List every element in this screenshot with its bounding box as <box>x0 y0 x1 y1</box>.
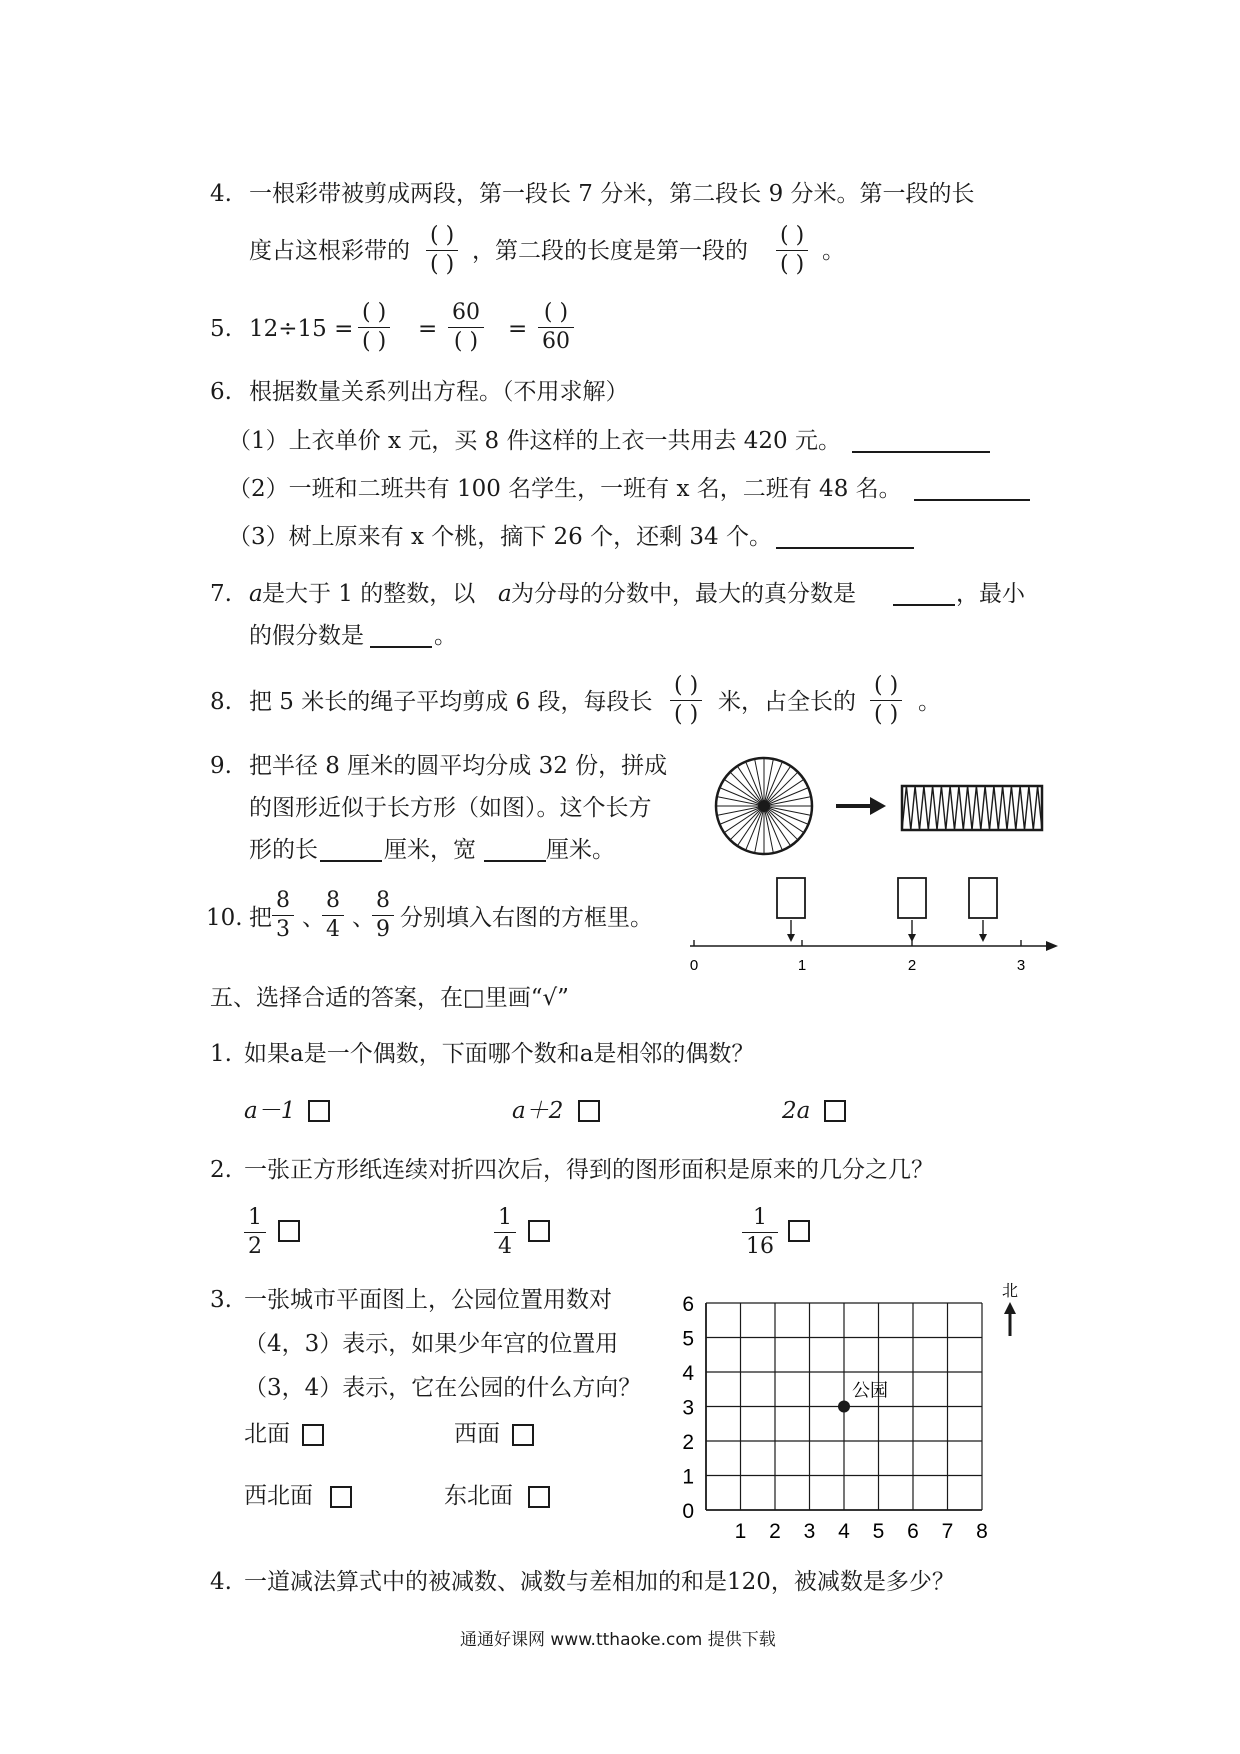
x-tick-label: 7 <box>941 1520 954 1543</box>
sub-question: （1）上衣单价 x 元，买 8 件这样的上衣一共用去 420 元。 <box>228 428 842 454</box>
question-text: 是大于 1 的整数，以 <box>262 581 476 607</box>
fraction-8-9 <box>372 889 394 942</box>
denominator: 4 <box>498 1234 512 1259</box>
y-tick-label: 5 <box>682 1327 694 1351</box>
question-text: ，最小 <box>956 581 1025 607</box>
question-text: 厘米。 <box>546 837 615 863</box>
question-text: 。 <box>918 689 941 715</box>
question-text: 一张城市平面图上，公园位置用数对 <box>244 1287 612 1313</box>
question-number: 4. <box>210 181 232 207</box>
checkbox[interactable] <box>330 1486 352 1508</box>
checkbox[interactable] <box>578 1100 600 1122</box>
numerator: 60 <box>452 300 480 325</box>
equals-sign: = <box>418 316 438 342</box>
denominator: 60 <box>542 329 570 354</box>
answer-line[interactable] <box>484 860 546 862</box>
question-number: 8. <box>210 689 232 715</box>
answer-box[interactable] <box>898 878 926 942</box>
fraction-8-4 <box>322 889 344 942</box>
y-tick-label: 4 <box>682 1362 694 1385</box>
checkbox[interactable] <box>308 1100 330 1122</box>
checkbox[interactable] <box>788 1220 810 1242</box>
denominator: 3 <box>276 917 290 942</box>
tick-label: 0 <box>689 957 699 974</box>
question-text: 分别填入右图的方框里。 <box>400 905 653 931</box>
denominator-blank: ( ) <box>362 329 387 354</box>
variable-a: a <box>249 581 263 607</box>
denominator-blank: ( ) <box>780 252 805 277</box>
denominator-blank: ( ) <box>874 702 899 727</box>
question-text: 形的长 <box>249 837 318 863</box>
option-label: 东北面 <box>444 1483 513 1509</box>
separator: 、 <box>302 905 325 931</box>
option-fraction <box>494 1206 516 1259</box>
x-tick-label: 6 <box>907 1520 919 1543</box>
question-text: 根据数量关系列出方程。（不用求解） <box>249 379 629 405</box>
x-tick-label: 1 <box>734 1520 747 1543</box>
question-text: （4，3）表示，如果少年宫的位置用 <box>244 1331 619 1357</box>
question-number: 2. <box>210 1157 232 1183</box>
question-number: 1. <box>210 1041 232 1067</box>
numerator: 1 <box>248 1205 262 1230</box>
sub-question: （2）一班和二班共有 100 名学生，一班有 x 名，二班有 48 名。 <box>228 476 902 502</box>
answer-line[interactable] <box>893 604 955 606</box>
question-text: 把半径 8 厘米的圆平均分成 32 份，拼成 <box>249 753 668 779</box>
y-tick-label: 3 <box>682 1396 694 1420</box>
numerator-blank: ( ) <box>874 673 899 698</box>
tick-label: 1 <box>797 957 807 974</box>
numerator-blank: ( ) <box>430 223 455 248</box>
y-tick-label: 1 <box>682 1465 694 1489</box>
answer-line[interactable] <box>776 547 914 549</box>
question-text: 厘米，宽 <box>384 837 476 863</box>
numerator-blank: ( ) <box>780 223 805 248</box>
y-tick-label: 6 <box>682 1293 694 1316</box>
section-title: 五、选择合适的答案，在□里画“√” <box>210 985 569 1011</box>
question-text: 一道减法算式中的被减数、减数与差相加的和是120，被减数是多少？ <box>244 1569 955 1595</box>
fraction-blank[interactable] <box>538 301 574 354</box>
fraction-blank[interactable] <box>670 674 702 727</box>
arrow-icon <box>836 797 886 815</box>
question-number: 6. <box>210 379 232 405</box>
answer-box[interactable] <box>969 878 997 942</box>
variable-a: a <box>498 581 512 607</box>
answer-box[interactable] <box>777 878 805 942</box>
option-label: a＋2 <box>512 1098 564 1124</box>
question-text: 一张正方形纸连续对折四次后，得到的图形面积是原来的几分之几？ <box>244 1157 934 1183</box>
arrow-icon <box>1046 941 1058 951</box>
zigzag-rectangle <box>902 786 1042 830</box>
equation-text: 12÷15 = <box>249 316 354 342</box>
question-text: 把 <box>249 905 272 931</box>
y-tick-label: 0 <box>682 1500 694 1523</box>
fraction-blank[interactable] <box>448 301 484 354</box>
question-text: 把 5 米长的绳子平均剪成 6 段，每段长 <box>249 689 653 715</box>
fraction-blank[interactable] <box>358 301 390 354</box>
question-number: 7. <box>210 581 232 607</box>
denominator: 4 <box>326 917 340 942</box>
y-tick-label: 2 <box>682 1431 694 1454</box>
tick-label: 2 <box>907 957 917 974</box>
x-axis-labels <box>735 1520 988 1543</box>
checkbox[interactable] <box>512 1424 534 1446</box>
option-label: 北面 <box>244 1421 290 1447</box>
answer-line[interactable] <box>914 499 1030 501</box>
numerator: 8 <box>276 888 290 913</box>
park-label: 公园 <box>852 1380 888 1401</box>
x-tick-label: 4 <box>838 1520 850 1543</box>
denominator: 16 <box>746 1234 774 1259</box>
question-text: 。 <box>434 623 457 649</box>
x-tick-label: 3 <box>803 1520 816 1543</box>
question-text: 度占这根彩带的 <box>249 238 410 264</box>
question-text: 为分母的分数中，最大的真分数是 <box>511 581 856 607</box>
question-number: 9. <box>210 753 232 779</box>
numerator: 1 <box>498 1205 512 1230</box>
question-text: 如果a是一个偶数，下面哪个数和a是相邻的偶数？ <box>244 1041 755 1067</box>
option-label: 2a <box>782 1098 811 1124</box>
footer-text: 通通好课网 www.tthaoke.com 提供下载 <box>460 1630 776 1650</box>
answer-line[interactable] <box>320 860 382 862</box>
numerator: 8 <box>376 888 390 913</box>
option-label: 西面 <box>454 1421 500 1447</box>
checkbox[interactable] <box>278 1220 300 1242</box>
option-fraction <box>244 1206 266 1259</box>
question-text: 的假分数是 <box>249 623 364 649</box>
denominator: 9 <box>376 917 390 942</box>
fraction-blank[interactable] <box>426 224 458 277</box>
x-tick-label: 5 <box>872 1520 885 1543</box>
x-tick-label: 8 <box>976 1520 988 1543</box>
checkbox[interactable] <box>824 1100 846 1122</box>
denominator-blank: ( ) <box>674 702 699 727</box>
question-number: 3. <box>210 1287 232 1313</box>
answer-line[interactable] <box>370 646 432 648</box>
question-number: 4. <box>210 1569 232 1595</box>
y-axis-labels <box>682 1293 694 1523</box>
denominator-blank: ( ) <box>453 329 479 354</box>
north-arrow-icon <box>1004 1302 1016 1336</box>
numerator-blank: ( ) <box>543 300 569 325</box>
fraction-8-3 <box>272 889 294 942</box>
denominator-blank: ( ) <box>430 252 455 277</box>
numerator-blank: ( ) <box>674 673 699 698</box>
equals-sign: = <box>508 316 528 342</box>
fraction-blank[interactable] <box>776 224 808 277</box>
coordinate-grid-map <box>676 1274 1036 1544</box>
sub-question: （3）树上原来有 x 个桃，摘下 26 个，还剩 34 个。 <box>228 524 773 550</box>
numerator: 8 <box>326 888 340 913</box>
option-fraction <box>742 1206 778 1259</box>
tick-label: 3 <box>1016 957 1026 974</box>
checkbox[interactable] <box>528 1486 550 1508</box>
numerator-blank: ( ) <box>362 300 387 325</box>
checkbox[interactable] <box>302 1424 324 1446</box>
question-number: 10. <box>206 905 243 931</box>
denominator: 2 <box>248 1234 262 1259</box>
question-text: 米，占全长的 <box>718 689 856 715</box>
number-line-figure <box>680 876 1060 982</box>
question-text: （3，4）表示，它在公园的什么方向？ <box>244 1375 642 1401</box>
numerator: 1 <box>753 1205 767 1230</box>
question-text: 的图形近似于长方形（如图）。这个长方 <box>249 795 652 821</box>
park-marker <box>838 1401 850 1413</box>
answer-line[interactable] <box>852 451 990 453</box>
north-label: 北 <box>1001 1283 1019 1300</box>
fraction-blank[interactable] <box>870 674 902 727</box>
x-tick-label: 2 <box>769 1520 781 1543</box>
checkbox[interactable] <box>528 1220 550 1242</box>
separator: 、 <box>352 905 375 931</box>
option-label: a－1 <box>244 1098 296 1124</box>
circle-to-rectangle-figure <box>712 752 1048 856</box>
question-text: ，第二段的长度是第一段的 <box>472 238 748 264</box>
question-number: 5. <box>210 316 232 342</box>
sector-circle <box>716 758 812 854</box>
question-text: 一根彩带被剪成两段，第一段长 7 分米，第二段长 9 分米。第一段的长 <box>249 181 975 207</box>
question-text: 。 <box>822 238 845 264</box>
option-label: 西北面 <box>244 1483 313 1509</box>
